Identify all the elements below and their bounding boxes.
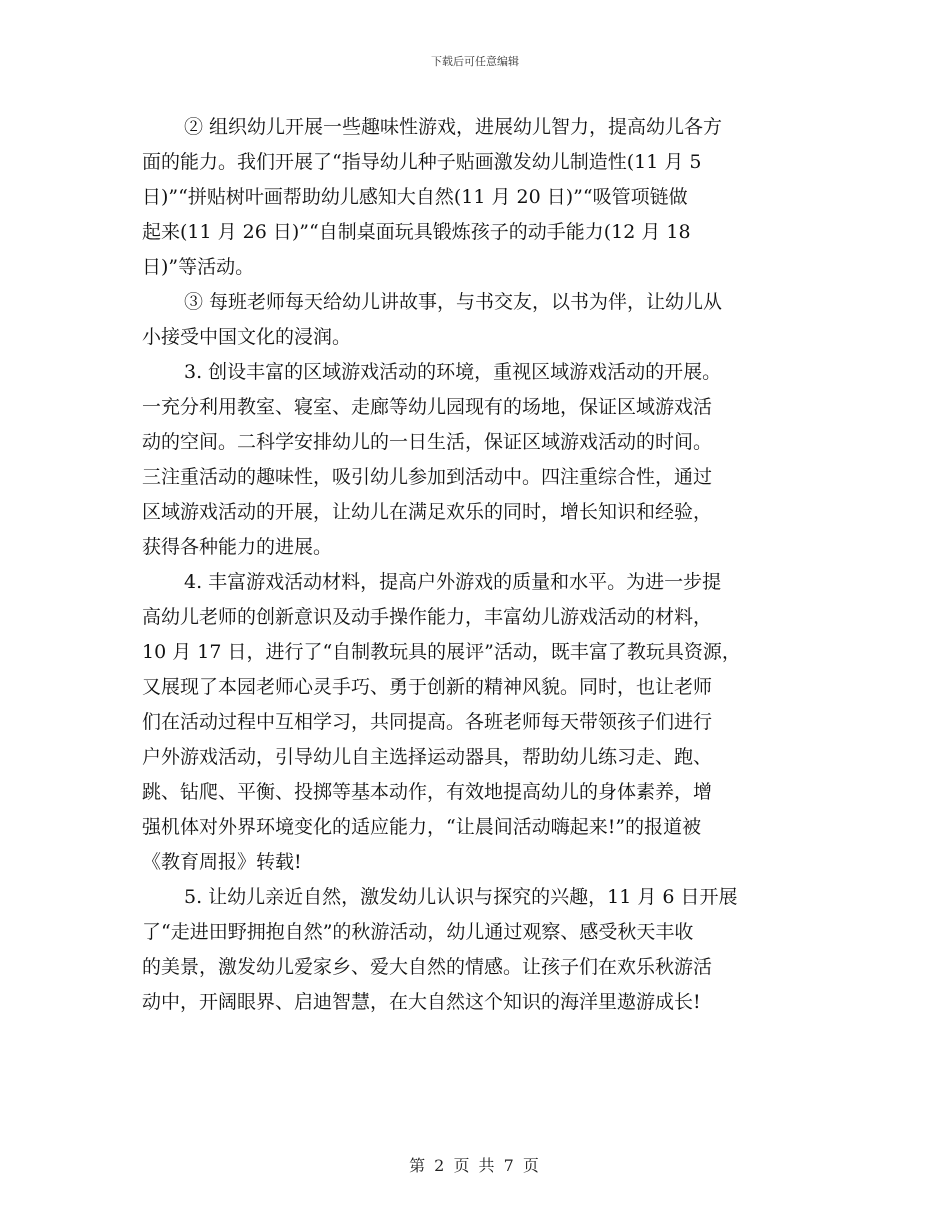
body-line: 日)”“拼贴树叶画帮助幼儿感知大自然(11 月 20 日)”“吸管项链做 [142, 186, 688, 208]
body-line: 《教育周报》转载! [142, 851, 302, 873]
body-line: 起来(11 月 26 日)”“自制桌面玩具锻炼孩子的动手能力(12 月 18 [142, 221, 691, 243]
body-line: 的美景，激发幼儿爱家乡、爱大自然的情感。让孩子们在欢乐秋游活 [142, 956, 713, 978]
body-line: 10 月 17 日，进行了“自制教玩具的展评”活动，既丰富了教玩具资源， [142, 641, 741, 663]
page-number: 第 2 页 共 7 页 [409, 1156, 541, 1175]
section-heading-5: 5. 让幼儿亲近自然，激发幼儿认识与探究的兴趣，11 月 6 日开展 [184, 886, 738, 908]
body-line: ② 组织幼儿开展一些趣味性游戏，进展幼儿智力，提高幼儿各方 [184, 116, 723, 138]
page-header: 下载后可任意编辑 [431, 55, 519, 68]
body-line: ③ 每班老师每天给幼儿讲故事，与书交友，以书为伴，让幼儿从 [184, 291, 723, 313]
body-line: 强机体对外界环境变化的适应能力，“让晨间活动嗨起来!”的报道被 [142, 816, 702, 838]
body-line: 获得各种能力的进展。 [142, 536, 333, 558]
body-line: 户外游戏活动，引导幼儿自主选择运动器具，帮助幼儿练习走、跑、 [142, 746, 713, 768]
body-line: 又展现了本园老师心灵手巧、勇于创新的精神风貌。同时，也让老师 [142, 676, 713, 698]
body-line: 高幼儿老师的创新意识及动手操作能力，丰富幼儿游戏活动的材料， [142, 606, 713, 628]
body-line: 动的空间。二科学安排幼儿的一日生活，保证区域游戏活动的时间。 [142, 431, 713, 453]
body-line: 区域游戏活动的开展，让幼儿在满足欢乐的同时，增长知识和经验， [142, 501, 713, 523]
body-line: 三注重活动的趣味性，吸引幼儿参加到活动中。四注重综合性，通过 [142, 466, 713, 488]
section-heading-3: 3. 创设丰富的区域游戏活动的环境，重视区域游戏活动的开展。 [184, 361, 722, 383]
body-line: 了“走进田野拥抱自然”的秋游活动，幼儿通过观察、感受秋天丰收 [142, 921, 694, 943]
body-line: 跳、钻爬、平衡、投掷等基本动作，有效地提高幼儿的身体素养，增 [142, 781, 713, 803]
body-line: 动中，开阔眼界、启迪智慧，在大自然这个知识的海洋里遨游成长! [142, 991, 701, 1013]
body-line: 一充分利用教室、寝室、走廊等幼儿园现有的场地，保证区域游戏活 [142, 396, 713, 418]
document-body [142, 110, 812, 1020]
body-line: 日)”等活动。 [142, 256, 255, 278]
body-line: 们在活动过程中互相学习，共同提高。各班老师每天带领孩子们进行 [142, 711, 713, 733]
body-line: 小接受中国文化的浸润。 [142, 326, 352, 348]
section-heading-4: 4. 丰富游戏活动材料，提高户外游戏的质量和水平。为进一步提 [184, 571, 722, 593]
body-line: 面的能力。我们开展了“指导幼儿种子贴画激发幼儿制造性(11 月 5 [142, 151, 702, 173]
